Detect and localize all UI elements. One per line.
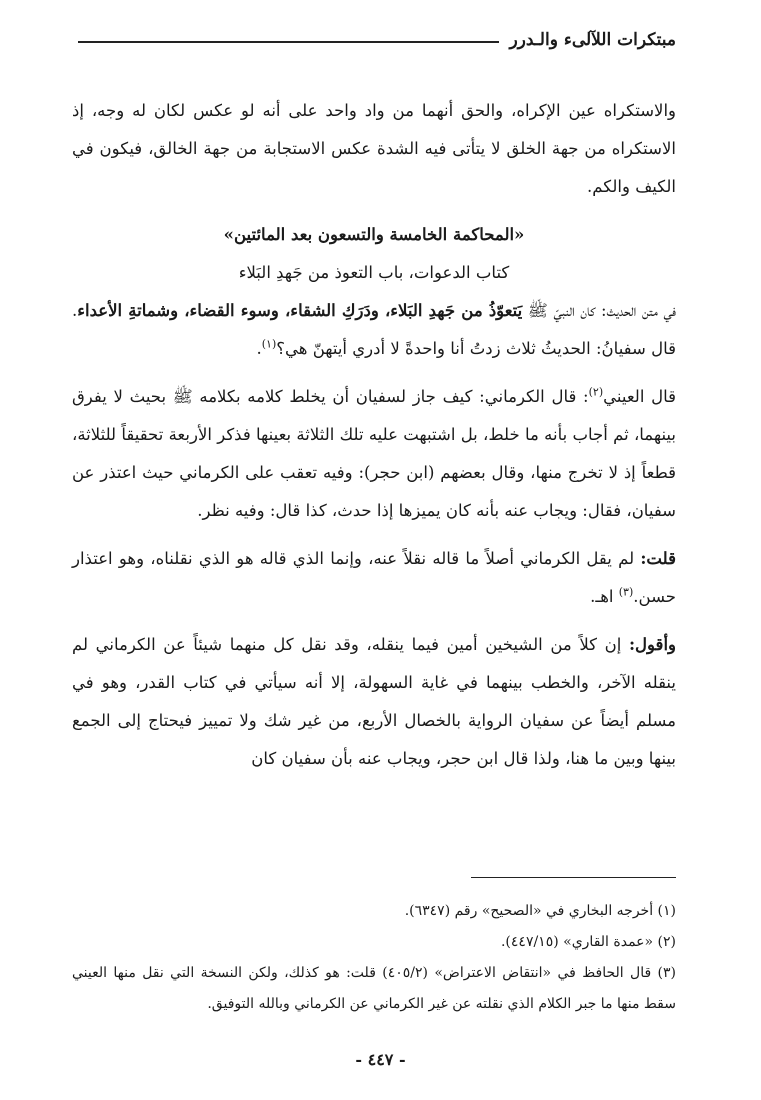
footnote-2: (٢) «عمدة القاري» (٤٤٧/١٥). bbox=[500, 934, 676, 950]
footnotes bbox=[72, 896, 676, 1020]
qultu-label: قلت: bbox=[640, 549, 676, 568]
qultu-end: اهـ. bbox=[590, 587, 619, 606]
paragraph-2: في متن الحديث: كان النبيّ ﷺ يَتعوّذُ من جَهدِ البَلاء، ودَرَكِ الشقاء، وسوء القضاء، وشماتةِ الأعداء. قال سفيانُ: الحديثُ ثلاث زدتُ أنا واحدةً لا أدري أيتهنّ هي؟$^{(١)}$. bbox=[72, 301, 677, 358]
header-rule bbox=[78, 41, 499, 43]
aqulu-label: وأقول: bbox=[628, 635, 676, 654]
paragraph-1: والاستكراه عين الإكراه، والحق أنهما من واد واحد على أنه لو عكس لكان له وجه، إذ الاستكراه من جهة الخلق لا يتأتى فيه الشدة عكس الاستجابة من جهة الخالق، فيكون في الكيف والكم. bbox=[72, 101, 676, 196]
footnote-3: (٣) قال الحافظ في «انتقاض الاعتراض» (٤٠٥/٢) قلت: هو كذلك، ولكن النسخة التي نقل منها العيني سقط منها ما جبر الكلام الذي نقلته عن غير الكرماني عن الكرماني وبالله التوفيق. bbox=[72, 965, 676, 1012]
aini-quote: : قال الكرماني: كيف جاز لسفيان أن يخلط كلامه بكلامه ﷺ بحيث لا يفرق بينهما، ثم أجاب بأنه ما خلط، بل اشتبهت عليه تلك الثلاثة بعينها فذكر الأربعة تحقيقاً للثلاثة، قطعاً إذ لا تخرج منها، وقال بعضهم (ابن حجر): وفيه تعقب على الكرماني حيث اعتذر عن سفيان، فقال: ويجاب عنه بأنه كان يميزها إذا حدث، كذا قال: وفيه نظر. bbox=[72, 387, 676, 520]
running-header bbox=[78, 30, 676, 50]
aini-label: قال العيني bbox=[603, 387, 676, 406]
paragraph-5 bbox=[72, 626, 676, 778]
paragraph-3 bbox=[72, 378, 676, 530]
footnote-ref-2: (٢) bbox=[588, 385, 604, 399]
paragraph-4 bbox=[72, 540, 676, 616]
main-text bbox=[72, 92, 676, 788]
page-number: - ٤٤٧ - bbox=[355, 1050, 406, 1069]
footnote-ref-1: (١) bbox=[261, 337, 277, 351]
footnote-ref-3: (٣) bbox=[618, 585, 634, 599]
footnote-separator bbox=[471, 877, 676, 878]
hadith-rest: . قال سفيانُ: الحديثُ ثلاث زدتُ أنا واحدةً لا أدري أيتهنّ هي؟ bbox=[72, 301, 676, 358]
aqulu-text: إن كلاً من الشيخين أمين فيما ينقله، وقد نقل كل منهما شيئاً عن الكرماني لم ينقله الآخر، والخطب بينهما في غاية السهولة، إلا أنه سيأتي في كتاب القدر، وهو في مسلم أيضاً عن سفيان الرواية بالخصال الأربع، من غير شك ولا تمييز فيحتاج إلى الجمع بينها وبين ما هنا، ولذا قال ابن حجر، ويجاب عنه بأن سفيان كان bbox=[72, 635, 676, 768]
chapter-subtitle: كتاب الدعوات، باب التعوذ من جَهدِ البَلاء bbox=[238, 263, 510, 282]
hadith-text: يَتعوّذُ من جَهدِ البَلاء، ودَرَكِ الشقاء، وسوء القضاء، وشماتةِ الأعداء bbox=[77, 301, 523, 320]
footnote-1: (١) أخرجه البخاري في «الصحيح» رقم (٦٣٤٧). bbox=[404, 903, 676, 919]
section-title: «المحاكمة الخامسة والتسعون بعد المائتين» bbox=[223, 225, 525, 244]
hadith-intro: في متن الحديث: كان النبيّ ﷺ bbox=[522, 301, 677, 320]
qultu-text: لم يقل الكرماني أصلاً ما قاله نقلاً عنه، وإنما الذي قاله هو الذي نقلناه، وهو اعتذار حسن. bbox=[72, 549, 676, 606]
header-title: مبتكرات اللآلىء والـدرر bbox=[509, 30, 676, 50]
